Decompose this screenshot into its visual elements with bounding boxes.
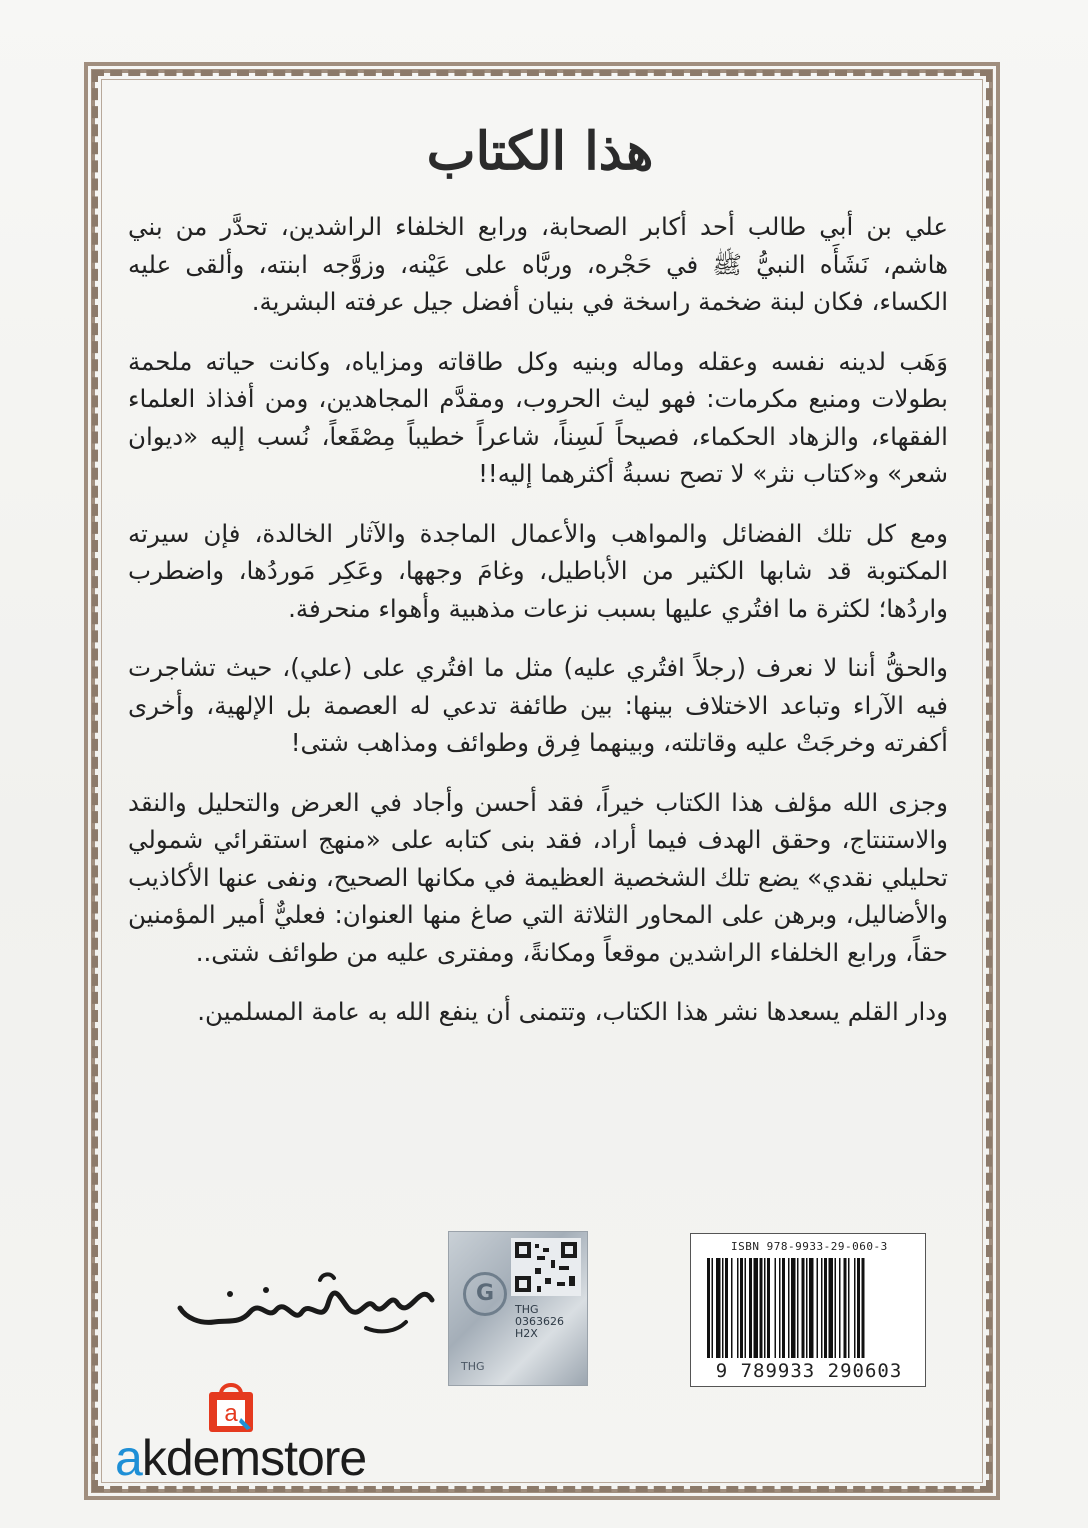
logo-text-rest: kdemstore [141,1430,367,1486]
barcode-bar [712,1258,714,1358]
paragraph: والحقُّ أننا لا نعرف (رجلاً افتُري عليه) مثل ما افتُري على (علي)، حيث تشاجرت فيه الآراء وتباعد الاختلاف بينها: بين طائفة تدعي له العصمة بل الإلهية، وأخرى أكفرته وخرجَتْ عليه وقاتلته، وبينهما فِرق وطوائف ومذاهب شتى! [128,653,948,757]
paragraph: ومع كل تلك الفضائل والمواهب والأعمال الماجدة والآثار الخالدة، فإن سيرته المكتوبة قد شابها الكثير من الأباطيل، وغامَ وجهها، وعَكِر مَوردُها، واضطرب واردُها؛ لكثرة ما افتُري عليها بسبب نزعات مذهبية وأهواء منحرفة. [128,518,948,623]
barcode-bar [797,1258,799,1358]
isbn-label: ISBN 978-9933-29-060-3 [731,1240,888,1253]
barcode-bar [854,1258,856,1358]
description-text [128,208,948,1053]
barcode-bar [782,1258,785,1358]
barcode-bar [862,1258,865,1358]
barcode-bar [722,1258,724,1358]
barcode-bar [817,1258,819,1358]
paragraph: علي بن أبي طالب أحد أكابر الصحابة، ورابع الخلفاء الراشدين، تحدَّر من بني هاشم، نَشَأَه النبيُّ ﷺ في حَجْره، وربَّاه على عَيْنه، وزوَّجه ابنته، وألقى عليه الكساء، فكان لبنة ضخمة راسخة في بنيان أفضل جيل عرفته البشرية. [128,212,948,316]
barcode-bar [740,1258,743,1358]
barcode-bar [829,1258,834,1358]
barcode-bar [821,1258,823,1358]
barcode-bar [767,1258,770,1358]
barcode-bar [745,1258,747,1358]
barcode-bar [809,1258,814,1358]
page-title: هذا الكتاب [426,121,654,182]
logo-letter: a [224,1400,238,1427]
barcode-bar [707,1258,710,1358]
hologram-sticker [448,1231,588,1386]
isbn-barcode [690,1233,926,1387]
hologram-logo-icon: G [463,1272,507,1316]
paragraph: وَهَب لدينه نفسه وعقله وماله وبنيه وكل طاقاته ومزاياه، وكانت حياته ملحمة بطولات ومنبع مكرمات: فهو ليث الحروب، ومقدَّم المجاهدين، ومن أفذاذ العلماء الفقهاء، والزهاد الحكماء، فصيحاً لَسِناً، شاعراً خطيباً مِصْقَعاً، نُسب إليه «ديوان شعر» و«كتاب نثر» لا تصح نسبةُ أكثرهما إليه!! [128,346,948,488]
barcode-bar [839,1258,841,1358]
hologram-code-line: THG [515,1303,539,1316]
barcode-bar [760,1258,763,1358]
barcode-bar [716,1258,721,1358]
barcode-bar [844,1258,847,1358]
barcode-bar [779,1258,781,1358]
store-logo-text [115,1428,366,1488]
shopping-bag-logo-icon [205,1378,257,1434]
barcode-bar [788,1258,790,1358]
barcode-bar [737,1258,739,1358]
barcode-bar [731,1258,733,1358]
barcode-bar [791,1258,796,1358]
barcode-bar [835,1258,837,1358]
barcode-bar [725,1258,728,1358]
barcode-digits: 9 789933 290603 [715,1360,903,1382]
hologram-footer: THG [461,1360,485,1373]
barcode-bar [775,1258,777,1358]
logo-text-accent: a [115,1430,142,1486]
barcode-bar [848,1258,850,1358]
paragraph: ودار القلم يسعدها نشر هذا الكتاب، وتتمنى أن ينفع الله به عامة المسلمين. [197,997,948,1026]
barcode-bar [824,1258,827,1358]
handwritten-signature [170,1260,450,1350]
hologram-code-line: 0363626 [515,1315,564,1328]
qr-code-icon [511,1238,581,1296]
paragraph: وجزى الله مؤلف هذا الكتاب خيراً، فقد أحسن وأجاد في العرض والتحليل والنقد والاستنتاج، وحقق الهدف فيما أراد، فقد بنى كتابه على «منهج استقرائي شمولي تحليلي نقدي» يضع تلك الشخصية العظيمة في مكانها الصحيح، ونفى عنها الأكاذيب والأضاليل، وبرهن على المحاور الثلاثة التي صاغ منها العنوان: فعليٌّ أمير المؤمنين حقاً، ورابع الخلفاء الراشدين موقعاً ومكانةً، ومفترى عليه من طوائف شتى.. [128,787,948,967]
barcode-bar [802,1258,805,1358]
barcode-bars [707,1258,911,1358]
barcode-bar [754,1258,759,1358]
barcode-bar [857,1258,860,1358]
barcode-bar [749,1258,752,1358]
barcode-bar [806,1258,808,1358]
hologram-code [515,1304,564,1340]
barcode-bar [764,1258,766,1358]
hologram-code-line: H2X [515,1327,538,1340]
